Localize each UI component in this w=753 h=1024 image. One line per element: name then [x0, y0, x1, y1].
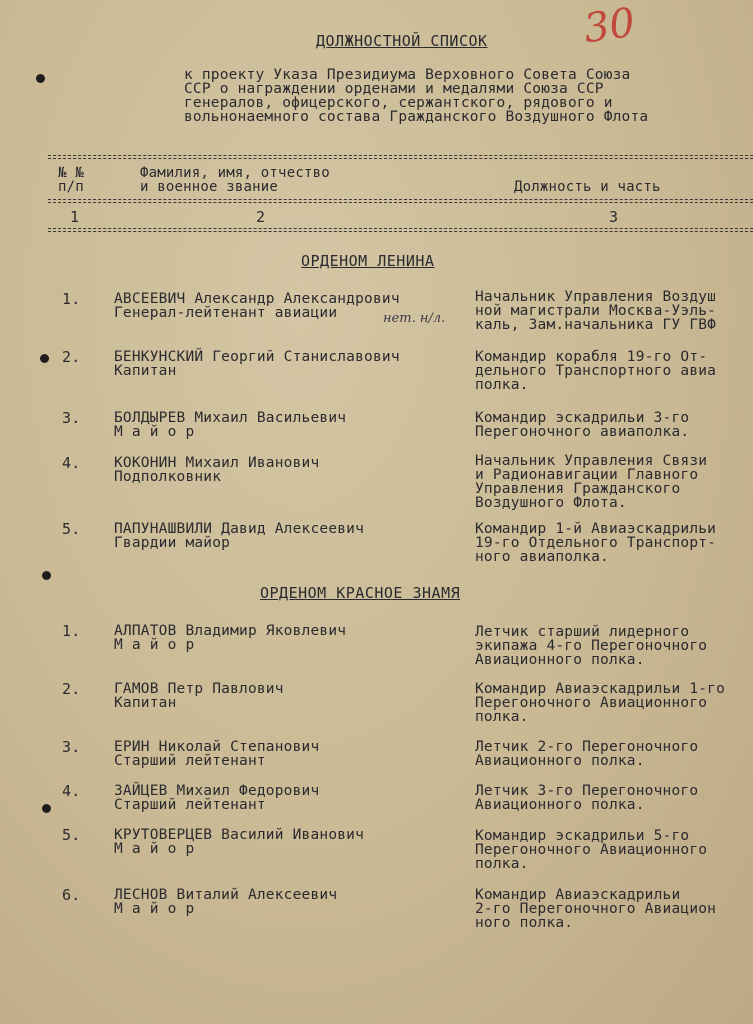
row-number: 6. — [62, 886, 81, 904]
row-position: Начальник Управления Воздуш ной магистрали Москва-Уэль- каль, Зам.начальника ГУ ГВФ — [475, 289, 717, 333]
header-number-1: 1 — [70, 208, 80, 226]
punch-hole — [40, 354, 49, 363]
row-number: 5. — [62, 826, 81, 844]
row-number: 4. — [62, 454, 81, 472]
section-title: ОРДЕНОМ ЛЕНИНА — [301, 252, 435, 270]
row-name: БОЛДЫРЕВ Михаил Васильевич М а й о р — [114, 410, 347, 440]
section-title: ОРДЕНОМ КРАСНОЕ ЗНАМЯ — [260, 584, 461, 602]
row-position: Командир Авиаэскадрильи 1-го Перегоночного Авиационного полка. — [475, 681, 726, 725]
row-name: ЛЕСНОВ Виталий Алексеевич М а й о р — [114, 887, 338, 917]
row-position: Командир эскадрильи 5-го Перегоночного Авиационного полка. — [475, 828, 708, 872]
row-position: Начальник Управления Связи и Радионавигации Главного Управления Гражданского Воздушного Флота. — [475, 453, 708, 511]
row-position: Летчик 2-го Перегоночного Авиационного полка. — [475, 739, 699, 769]
row-number: 2. — [62, 680, 81, 698]
row-position: Летчик старший лидерного экипажа 4-го Перегоночного Авиационного полка. — [475, 624, 708, 668]
row-name: ЗАЙЦЕВ Михаил Федорович Старший лейтенант — [114, 783, 320, 813]
row-position: Летчик 3-го Перегоночного Авиационного полка. — [475, 783, 699, 813]
row-number: 1. — [62, 622, 81, 640]
row-name: АЛПАТОВ Владимир Яковлевич М а й о р — [114, 623, 347, 653]
row-number: 5. — [62, 520, 81, 538]
punch-hole — [42, 804, 51, 813]
punch-hole — [36, 74, 45, 83]
row-number: 4. — [62, 782, 81, 800]
header-number-3: 3 — [609, 208, 619, 226]
row-number: 1. — [62, 290, 81, 308]
row-name: КОКОНИН Михаил Иванович Подполковник — [114, 455, 320, 485]
row-number: 2. — [62, 348, 81, 366]
punch-hole — [42, 571, 51, 580]
document-intro: к проекту Указа Президиума Верховного Совета Союза ССР о награждении орденами и медалями Союза ССР генералов, офицерского, сержантского, рядового и вольнонаемного состава Гражданского Воздушного Флота — [184, 67, 649, 125]
row-number: 3. — [62, 409, 81, 427]
row-name: ГАМОВ Петр Павлович Капитан — [114, 681, 284, 711]
folio-number: 30 — [581, 0, 638, 53]
row-position: Командир корабля 19-го От- дельного Транспортного авиа полка. — [475, 349, 717, 393]
document-title: ДОЛЖНОСТНОЙ СПИСОК — [316, 32, 488, 50]
header-col-number: № № п/п — [58, 165, 84, 195]
header-col-name: Фамилия, имя, отчество и военное звание — [140, 165, 330, 195]
header-col-position: Должность и часть — [514, 179, 661, 195]
handwritten-note: нет. н/л. — [383, 311, 446, 326]
row-name: ПАПУНАШВИЛИ Давид Алексеевич Гвардии майор — [114, 521, 365, 551]
row-number: 3. — [62, 738, 81, 756]
row-name: КРУТОВЕРЦЕВ Василий Иванович М а й о р — [114, 827, 365, 857]
row-name: АВСЕЕВИЧ Александр Александрович Генерал-лейтенант авиации — [114, 291, 400, 321]
row-position: Командир эскадрильи 3-го Перегоночного авиаполка. — [475, 410, 690, 440]
header-number-2: 2 — [256, 208, 266, 226]
row-position: Командир Авиаэскадрильи 2-го Перегоночного Авиацион ного полка. — [475, 887, 717, 931]
row-name: ЕРИН Николай Степанович Старший лейтенант — [114, 739, 320, 769]
row-position: Командир 1-й Авиаэскадрильи 19-го Отдельного Транспорт- ного авиаполка. — [475, 521, 717, 565]
row-name: БЕНКУНСКИЙ Георгий Станиславович Капитан — [114, 349, 400, 379]
